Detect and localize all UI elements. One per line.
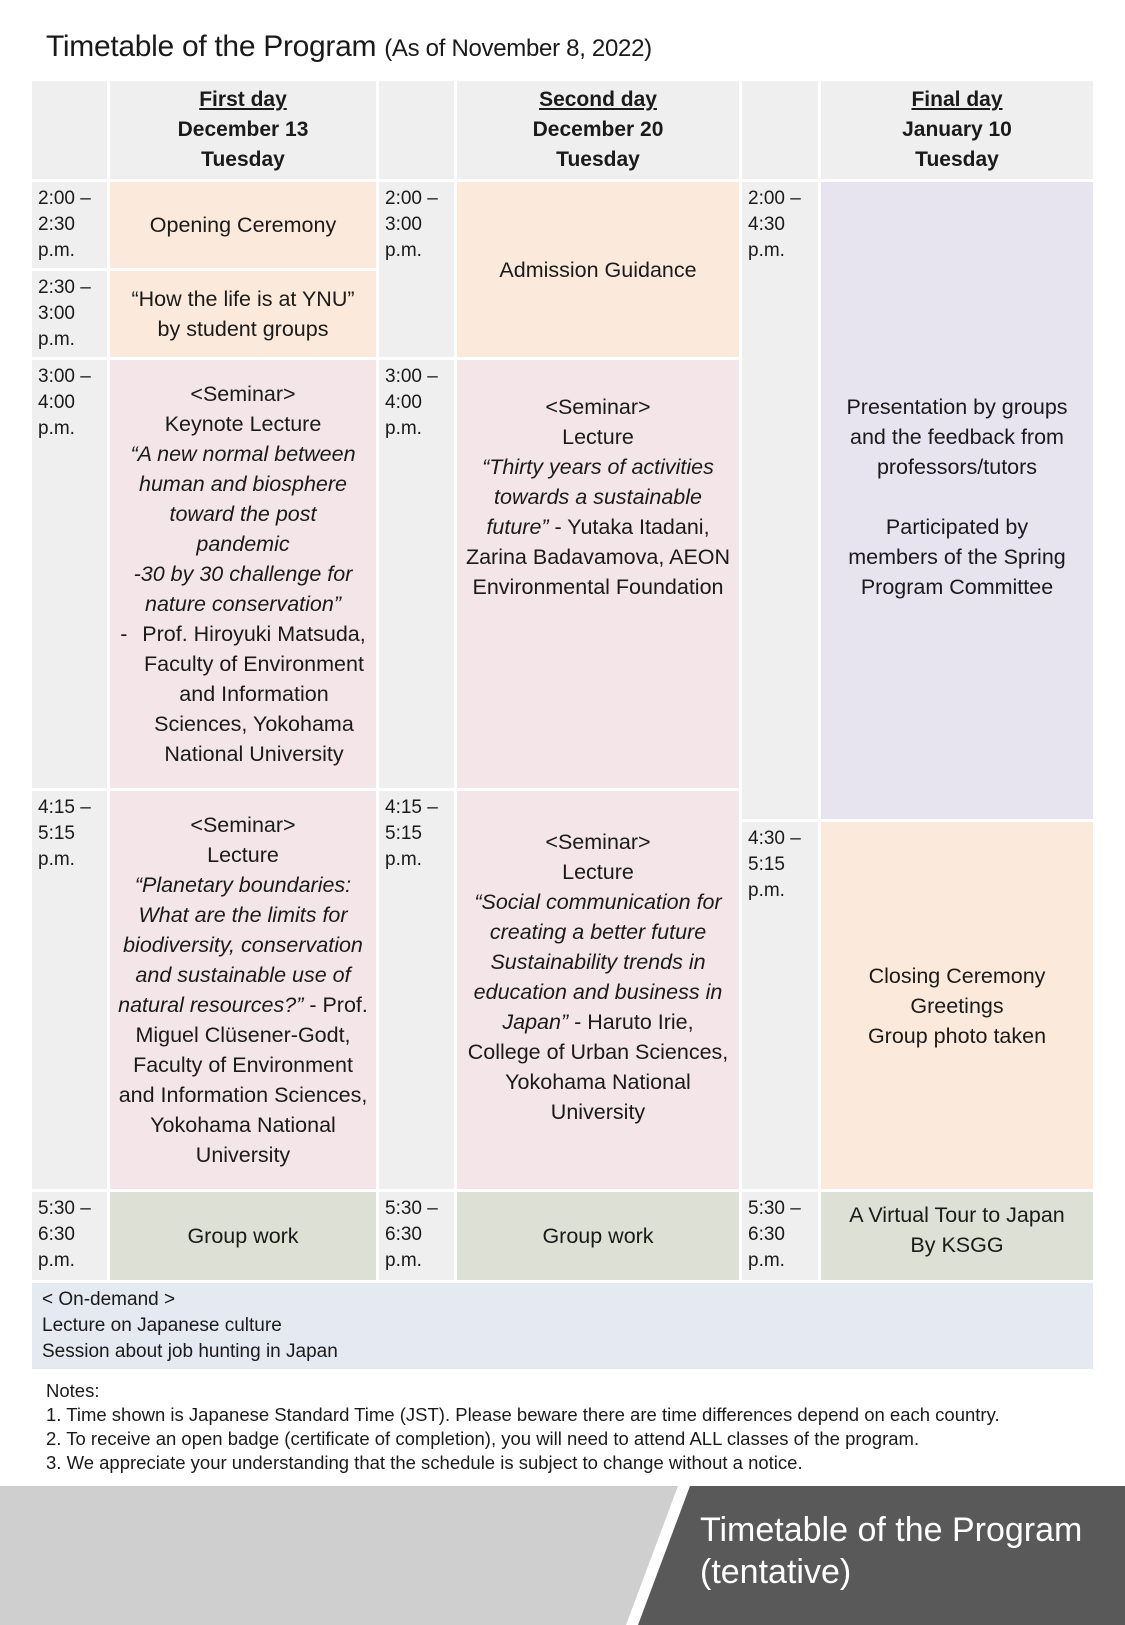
- lecture-title-line: nature conservation”: [145, 592, 341, 616]
- lecture-title-line: Sustainability trends in: [490, 950, 706, 974]
- admission-guidance-cell: [457, 182, 739, 357]
- time-slot: 4:15 – 5:15 p.m.: [32, 791, 107, 1189]
- group-work-text: Group work: [542, 1224, 654, 1248]
- time-slot: 3:00 – 4:00 p.m.: [32, 360, 107, 788]
- presentation-line: professors/tutors: [876, 455, 1038, 479]
- lecture-type: Keynote Lecture: [164, 412, 322, 436]
- lecture-type: Lecture: [562, 860, 634, 884]
- seminar-label: <Seminar>: [545, 830, 651, 854]
- speaker-line: Yokohama National: [150, 1113, 336, 1137]
- cell-line: “How the life is at YNU”: [131, 287, 355, 311]
- header-final-day: [821, 81, 1093, 179]
- seminar-label: <Seminar>: [190, 382, 296, 406]
- speaker-line: Miguel Clüsener-Godt,: [135, 1023, 351, 1047]
- header-time-col-1: [32, 81, 107, 179]
- thirty-years-lecture-cell: [457, 360, 739, 788]
- note-item: 2. To receive an open badge (certificate of completion), you will need to attend ALL classes of the program.: [46, 1428, 920, 1449]
- presentation-line: and the feedback from: [850, 425, 1064, 449]
- opening-ceremony-text: Opening Ceremony: [149, 213, 337, 237]
- on-demand-item: Lecture on Japanese culture: [42, 1315, 282, 1336]
- admission-guidance-text: Admission Guidance: [499, 257, 697, 282]
- note-item: 3. We appreciate your understanding that the schedule is subject to change without a notice.: [46, 1452, 803, 1473]
- closing-line: Closing Ceremony: [868, 963, 1046, 988]
- day-label: First day: [199, 88, 287, 111]
- time-slot: 5:30 – 6:30 p.m.: [742, 1192, 818, 1280]
- day-weekday: Tuesday: [556, 148, 640, 171]
- lecture-type: Lecture: [207, 843, 279, 867]
- virtual-tour-line: By KSGG: [910, 1233, 1004, 1257]
- time-slot: 2:00 – 2:30 p.m.: [32, 182, 107, 268]
- day-weekday: Tuesday: [201, 148, 285, 171]
- speaker-line: Environmental Foundation: [472, 575, 724, 599]
- time-slot: 2:30 – 3:00 p.m.: [32, 271, 107, 357]
- speaker-line: Faculty of Environment: [133, 1053, 353, 1077]
- group-work-text: Group work: [187, 1224, 299, 1248]
- footer-subtitle: (tentative): [700, 1553, 852, 1591]
- speaker-bullet: [120, 619, 365, 769]
- notes-heading: Notes:: [46, 1380, 100, 1401]
- lecture-title-line: “Thirty years of activities: [482, 455, 714, 479]
- ynu-life-cell: [110, 271, 376, 357]
- participated-line: members of the Spring: [848, 545, 1066, 569]
- social-communication-lecture-cell: [457, 791, 739, 1189]
- bullet-dash: -: [120, 622, 128, 646]
- speaker-line: University: [195, 1143, 291, 1167]
- group-work-cell: [457, 1192, 739, 1280]
- cell-line: by student groups: [157, 317, 329, 341]
- lecture-title-line: toward the post: [169, 502, 317, 526]
- header-time-col-2: [379, 81, 454, 179]
- lecture-title-line: and sustainable use of: [135, 963, 351, 987]
- speaker-line: Faculty of Environment: [144, 652, 364, 676]
- speaker-line: Yokohama National: [505, 1070, 691, 1094]
- time-slot: 4:15 – 5:15 p.m.: [379, 791, 454, 1189]
- day-date: December 20: [532, 118, 664, 141]
- planetary-lecture-cell: [110, 791, 376, 1189]
- footer-title-line: Timetable of the Program: [700, 1511, 1083, 1549]
- time-slot: 4:30 – 5:15 p.m.: [742, 822, 818, 1189]
- speaker-line: and Information: [179, 682, 329, 706]
- lecture-title-line: creating a better future: [489, 920, 707, 944]
- page-title: [46, 30, 652, 64]
- lecture-title-line: “Planetary boundaries:: [134, 873, 352, 897]
- speaker-line: College of Urban Sciences,: [467, 1040, 729, 1064]
- lecture-type: Lecture: [562, 425, 634, 449]
- header-second-day: [457, 81, 739, 179]
- time-slot: 3:00 – 4:00 p.m.: [379, 360, 454, 788]
- speaker-line: Zarina Badavamova, AEON: [465, 545, 731, 569]
- title-main: Timetable of the Program: [46, 30, 377, 63]
- speaker-line: Sciences, Yokohama: [154, 712, 354, 736]
- virtual-tour-line: A Virtual Tour to Japan: [849, 1203, 1065, 1227]
- day-label: Final day: [911, 88, 1003, 111]
- participated-line: Participated by: [885, 515, 1029, 539]
- footer-title: [700, 1509, 1082, 1593]
- day-date: December 13: [177, 118, 309, 141]
- keynote-lecture-cell: [110, 360, 376, 788]
- lecture-title-line: -30 by 30 challenge for: [133, 562, 353, 586]
- on-demand-section: [32, 1283, 1093, 1369]
- lecture-title-line: “Social communication for: [474, 890, 722, 914]
- footer-banner: [0, 1486, 1125, 1625]
- notes-section: [46, 1379, 1000, 1475]
- time-slot: 2:00 – 3:00 p.m.: [379, 182, 454, 357]
- lecture-title-line: education and business in: [473, 980, 723, 1004]
- speaker-line: Prof. Hiroyuki Matsuda,: [142, 622, 366, 646]
- seminar-label: <Seminar>: [190, 813, 296, 837]
- speaker-line: and Information Sciences,: [118, 1083, 368, 1107]
- group-work-cell: [110, 1192, 376, 1280]
- note-item: 1. Time shown is Japanese Standard Time (JST). Please beware there are time differences depend on each country.: [46, 1404, 1000, 1425]
- day-label: Second day: [539, 88, 657, 111]
- day-weekday: Tuesday: [915, 148, 999, 171]
- lecture-title-line: natural resources?” - Prof.: [118, 993, 368, 1017]
- participated-line: Program Committee: [860, 575, 1054, 599]
- on-demand-item: Session about job hunting in Japan: [42, 1341, 338, 1362]
- lecture-title-line: human and biosphere: [139, 472, 347, 496]
- lecture-title-line: pandemic: [196, 532, 290, 556]
- header-first-day: [110, 81, 376, 179]
- lecture-title-line: biodiversity, conservation: [123, 933, 363, 957]
- lecture-title-line: towards a sustainable: [494, 485, 702, 509]
- opening-ceremony-cell: [110, 182, 376, 268]
- closing-line: Greetings: [910, 993, 1004, 1018]
- title-date: (As of November 8, 2022): [384, 35, 652, 62]
- speaker-line: University: [550, 1100, 646, 1124]
- closing-line: Group photo taken: [867, 1023, 1047, 1048]
- lecture-title-line: Japan” - Haruto Irie,: [502, 1010, 694, 1034]
- header-time-col-3: [742, 81, 818, 179]
- seminar-label: <Seminar>: [545, 395, 651, 419]
- closing-ceremony-cell: [821, 822, 1093, 1189]
- lecture-title-line: What are the limits for: [138, 903, 348, 927]
- presentation-cell: [821, 182, 1093, 819]
- day-date: January 10: [902, 118, 1012, 141]
- speaker-line: National University: [164, 742, 344, 766]
- lecture-title-line: “A new normal between: [130, 442, 356, 466]
- on-demand-heading: < On-demand >: [42, 1289, 176, 1310]
- time-slot: 5:30 – 6:30 p.m.: [379, 1192, 454, 1280]
- virtual-tour-cell: [821, 1192, 1093, 1280]
- presentation-line: Presentation by groups: [846, 395, 1068, 419]
- lecture-title-line: future” - Yutaka Itadani,: [486, 515, 710, 539]
- time-slot: 2:00 – 4:30 p.m.: [742, 182, 818, 819]
- time-slot: 5:30 – 6:30 p.m.: [32, 1192, 107, 1280]
